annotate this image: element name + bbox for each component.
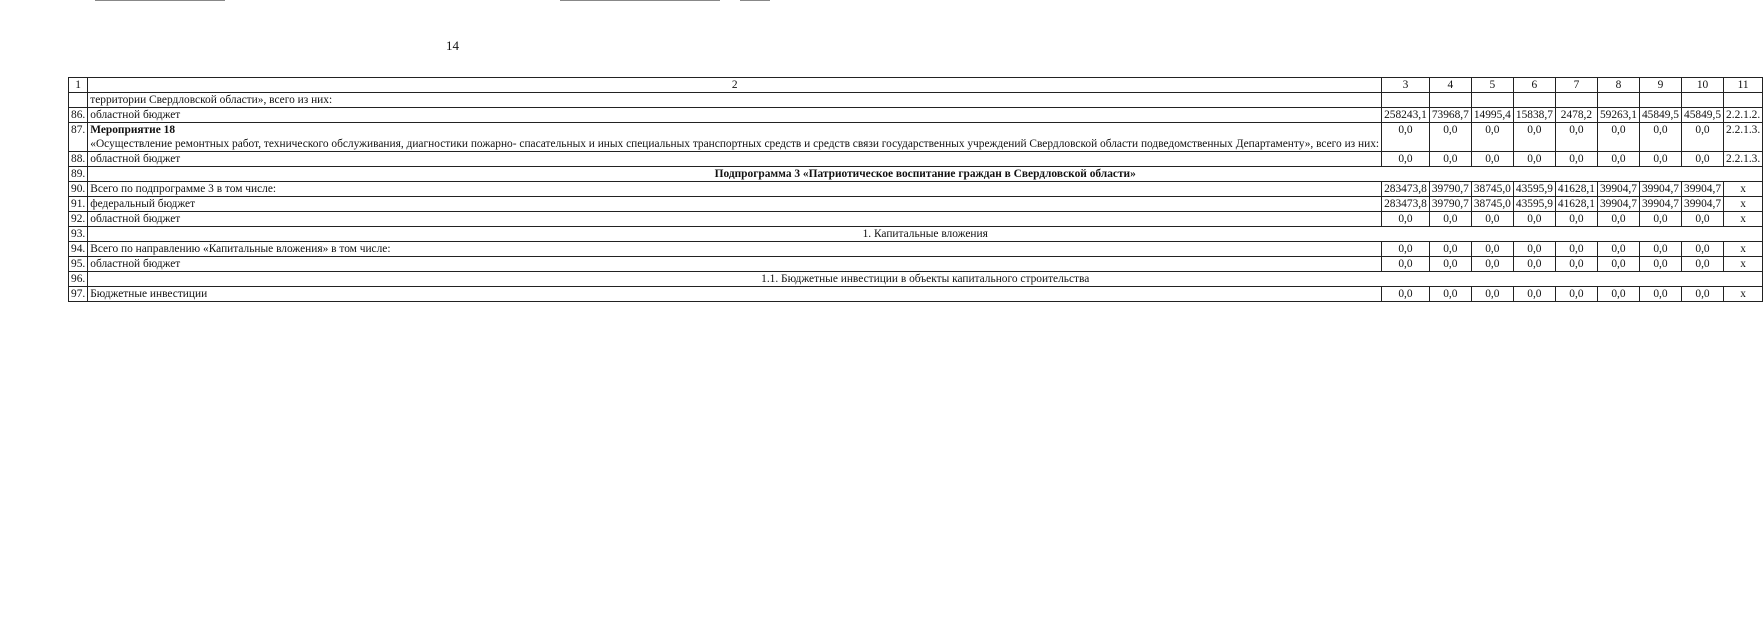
- amount-cell: [1555, 93, 1597, 108]
- amount-cell: 0,0: [1471, 152, 1513, 167]
- amount-cell: 39790,7: [1429, 197, 1471, 212]
- row-number: 88.: [69, 152, 88, 167]
- amount-cell: [1639, 93, 1681, 108]
- amount-cell: 15838,7: [1513, 108, 1555, 123]
- page-number: 14: [446, 38, 459, 53]
- amount-cell: 0,0: [1471, 123, 1513, 152]
- amount-cell: 0,0: [1639, 242, 1681, 257]
- target-ref-cell: x: [1724, 287, 1763, 302]
- amount-cell: 0,0: [1682, 257, 1724, 272]
- amount-cell: 0,0: [1513, 152, 1555, 167]
- amount-cell: 0,0: [1513, 257, 1555, 272]
- amount-cell: 0,0: [1382, 212, 1430, 227]
- row-name: «Осуществление ремонтных работ, технического обслуживания, диагностики пожарно- спасательных и иных специальных транспортных средств и средств связи государственных учреждений Свердловской области подведомственных Департаменту», всего из них:: [90, 138, 1380, 150]
- amount-cell: 43595,9: [1513, 197, 1555, 212]
- table-row: [69, 167, 1763, 182]
- amount-cell: 41628,1: [1555, 197, 1597, 212]
- amount-cell: [1429, 93, 1471, 108]
- amount-cell: [1382, 93, 1430, 108]
- row-number: 94.: [69, 242, 88, 257]
- row-name-cell: [88, 108, 1382, 123]
- amount-cell: 0,0: [1682, 152, 1724, 167]
- measure-title: Мероприятие 18: [90, 124, 176, 136]
- amount-cell: 0,0: [1597, 287, 1639, 302]
- amount-cell: 0,0: [1597, 242, 1639, 257]
- row-name: областной бюджет: [90, 213, 181, 225]
- amount-cell: 14995,4: [1471, 108, 1513, 123]
- row-number: 89.: [69, 167, 88, 182]
- table-row: [69, 123, 1763, 152]
- amount-cell: 0,0: [1555, 123, 1597, 152]
- table-row: [69, 182, 1763, 197]
- amount-cell: 0,0: [1639, 257, 1681, 272]
- row-name-cell: [88, 197, 1382, 212]
- amount-cell: 0,0: [1513, 287, 1555, 302]
- row-name-cell: [88, 242, 1382, 257]
- column-number: 3: [1382, 78, 1430, 93]
- scan-edge-line: [95, 0, 225, 1]
- row-number: 86.: [69, 108, 88, 123]
- table-body: [69, 78, 1763, 302]
- section-title: Подпрограмма 3 «Патриотическое воспитание граждан в Свердловской области»: [88, 167, 1763, 182]
- amount-cell: 0,0: [1429, 123, 1471, 152]
- amount-cell: 0,0: [1682, 123, 1724, 152]
- target-ref-cell: [1724, 93, 1763, 108]
- amount-cell: 0,0: [1471, 212, 1513, 227]
- row-number: 90.: [69, 182, 88, 197]
- column-number: 7: [1555, 78, 1597, 93]
- table-row: [69, 197, 1763, 212]
- row-name: Всего по направлению «Капитальные вложения» в том числе:: [90, 243, 391, 255]
- table-row: [69, 93, 1763, 108]
- amount-cell: 45849,5: [1682, 108, 1724, 123]
- amount-cell: 0,0: [1471, 257, 1513, 272]
- amount-cell: 59263,1: [1597, 108, 1639, 123]
- amount-cell: 0,0: [1597, 257, 1639, 272]
- row-number: 87.: [69, 123, 88, 152]
- column-number: 10: [1682, 78, 1724, 93]
- table-row: [69, 108, 1763, 123]
- amount-cell: 39904,7: [1639, 182, 1681, 197]
- amount-cell: 0,0: [1555, 257, 1597, 272]
- row-name: областной бюджет: [90, 153, 181, 165]
- column-number: 11: [1724, 78, 1763, 93]
- row-name: областной бюджет: [90, 109, 181, 121]
- amount-cell: [1513, 93, 1555, 108]
- amount-cell: 0,0: [1639, 287, 1681, 302]
- table-row: [69, 257, 1763, 272]
- row-number: 97.: [69, 287, 88, 302]
- row-name: Всего по подпрограмме 3 в том числе:: [90, 183, 277, 195]
- column-number-row: [69, 78, 1763, 93]
- amount-cell: 39904,7: [1597, 197, 1639, 212]
- row-name-cell: [88, 212, 1382, 227]
- amount-cell: 0,0: [1639, 123, 1681, 152]
- row-name: областной бюджет: [90, 258, 181, 270]
- target-ref-cell: 2.2.1.3.: [1724, 152, 1763, 167]
- table-row: [69, 227, 1763, 242]
- amount-cell: 39904,7: [1639, 197, 1681, 212]
- row-name-cell: [88, 257, 1382, 272]
- amount-cell: 39904,7: [1597, 182, 1639, 197]
- budget-table: [68, 77, 1763, 302]
- target-ref-cell: 2.2.1.2.: [1724, 108, 1763, 123]
- row-number: 96.: [69, 272, 88, 287]
- scan-edge-line: [740, 0, 770, 1]
- amount-cell: [1682, 93, 1724, 108]
- row-number: 92.: [69, 212, 88, 227]
- row-name-cell: [88, 93, 1382, 108]
- amount-cell: 38745,0: [1471, 197, 1513, 212]
- amount-cell: 0,0: [1382, 123, 1430, 152]
- amount-cell: 43595,9: [1513, 182, 1555, 197]
- amount-cell: 0,0: [1429, 257, 1471, 272]
- amount-cell: 45849,5: [1639, 108, 1681, 123]
- amount-cell: 0,0: [1471, 287, 1513, 302]
- amount-cell: 39904,7: [1682, 197, 1724, 212]
- table-row: [69, 152, 1763, 167]
- amount-cell: 0,0: [1639, 212, 1681, 227]
- amount-cell: 0,0: [1471, 242, 1513, 257]
- amount-cell: 0,0: [1682, 287, 1724, 302]
- amount-cell: 0,0: [1429, 242, 1471, 257]
- amount-cell: 39904,7: [1682, 182, 1724, 197]
- amount-cell: 0,0: [1555, 152, 1597, 167]
- amount-cell: 283473,8: [1382, 197, 1430, 212]
- amount-cell: 0,0: [1513, 123, 1555, 152]
- amount-cell: 258243,1: [1382, 108, 1430, 123]
- column-number: 2: [88, 78, 1382, 93]
- row-number: 93.: [69, 227, 88, 242]
- amount-cell: 38745,0: [1471, 182, 1513, 197]
- amount-cell: 0,0: [1639, 152, 1681, 167]
- amount-cell: [1471, 93, 1513, 108]
- row-name-cell: [88, 287, 1382, 302]
- amount-cell: 0,0: [1513, 212, 1555, 227]
- amount-cell: 2478,2: [1555, 108, 1597, 123]
- row-name-cell: [88, 123, 1382, 152]
- table-row: [69, 287, 1763, 302]
- row-name-cell: [88, 182, 1382, 197]
- amount-cell: 0,0: [1382, 287, 1430, 302]
- row-name: федеральный бюджет: [90, 198, 196, 210]
- row-name: Бюджетные инвестиции: [90, 288, 208, 300]
- scan-edge-line: [560, 0, 720, 1]
- column-number: 6: [1513, 78, 1555, 93]
- amount-cell: 0,0: [1429, 287, 1471, 302]
- row-number: 91.: [69, 197, 88, 212]
- row-number: [69, 93, 88, 108]
- amount-cell: 283473,8: [1382, 182, 1430, 197]
- amount-cell: 41628,1: [1555, 182, 1597, 197]
- target-ref-cell: x: [1724, 242, 1763, 257]
- table-row: [69, 242, 1763, 257]
- amount-cell: 0,0: [1382, 257, 1430, 272]
- amount-cell: 0,0: [1597, 212, 1639, 227]
- column-number: 1: [69, 78, 88, 93]
- column-number: 5: [1471, 78, 1513, 93]
- column-number: 9: [1639, 78, 1681, 93]
- amount-cell: 0,0: [1382, 242, 1430, 257]
- amount-cell: 39790,7: [1429, 182, 1471, 197]
- target-ref-cell: 2.2.1.3.: [1724, 123, 1763, 152]
- row-number: 95.: [69, 257, 88, 272]
- amount-cell: 0,0: [1555, 242, 1597, 257]
- target-ref-cell: x: [1724, 197, 1763, 212]
- section-title: 1. Капитальные вложения: [88, 227, 1763, 242]
- column-number: 8: [1597, 78, 1639, 93]
- amount-cell: 0,0: [1597, 152, 1639, 167]
- target-ref-cell: x: [1724, 257, 1763, 272]
- row-name: территории Свердловской области», всего из них:: [90, 94, 333, 106]
- amount-cell: 0,0: [1513, 242, 1555, 257]
- amount-cell: 0,0: [1429, 212, 1471, 227]
- column-number: 4: [1429, 78, 1471, 93]
- amount-cell: 0,0: [1555, 212, 1597, 227]
- table-row: [69, 272, 1763, 287]
- row-name-cell: [88, 152, 1382, 167]
- amount-cell: 0,0: [1597, 123, 1639, 152]
- amount-cell: 0,0: [1555, 287, 1597, 302]
- amount-cell: 0,0: [1682, 242, 1724, 257]
- amount-cell: 0,0: [1429, 152, 1471, 167]
- table-row: [69, 212, 1763, 227]
- amount-cell: 73968,7: [1429, 108, 1471, 123]
- amount-cell: [1597, 93, 1639, 108]
- section-title: 1.1. Бюджетные инвестиции в объекты капитального строительства: [88, 272, 1763, 287]
- amount-cell: 0,0: [1382, 152, 1430, 167]
- amount-cell: 0,0: [1682, 212, 1724, 227]
- target-ref-cell: x: [1724, 212, 1763, 227]
- target-ref-cell: x: [1724, 182, 1763, 197]
